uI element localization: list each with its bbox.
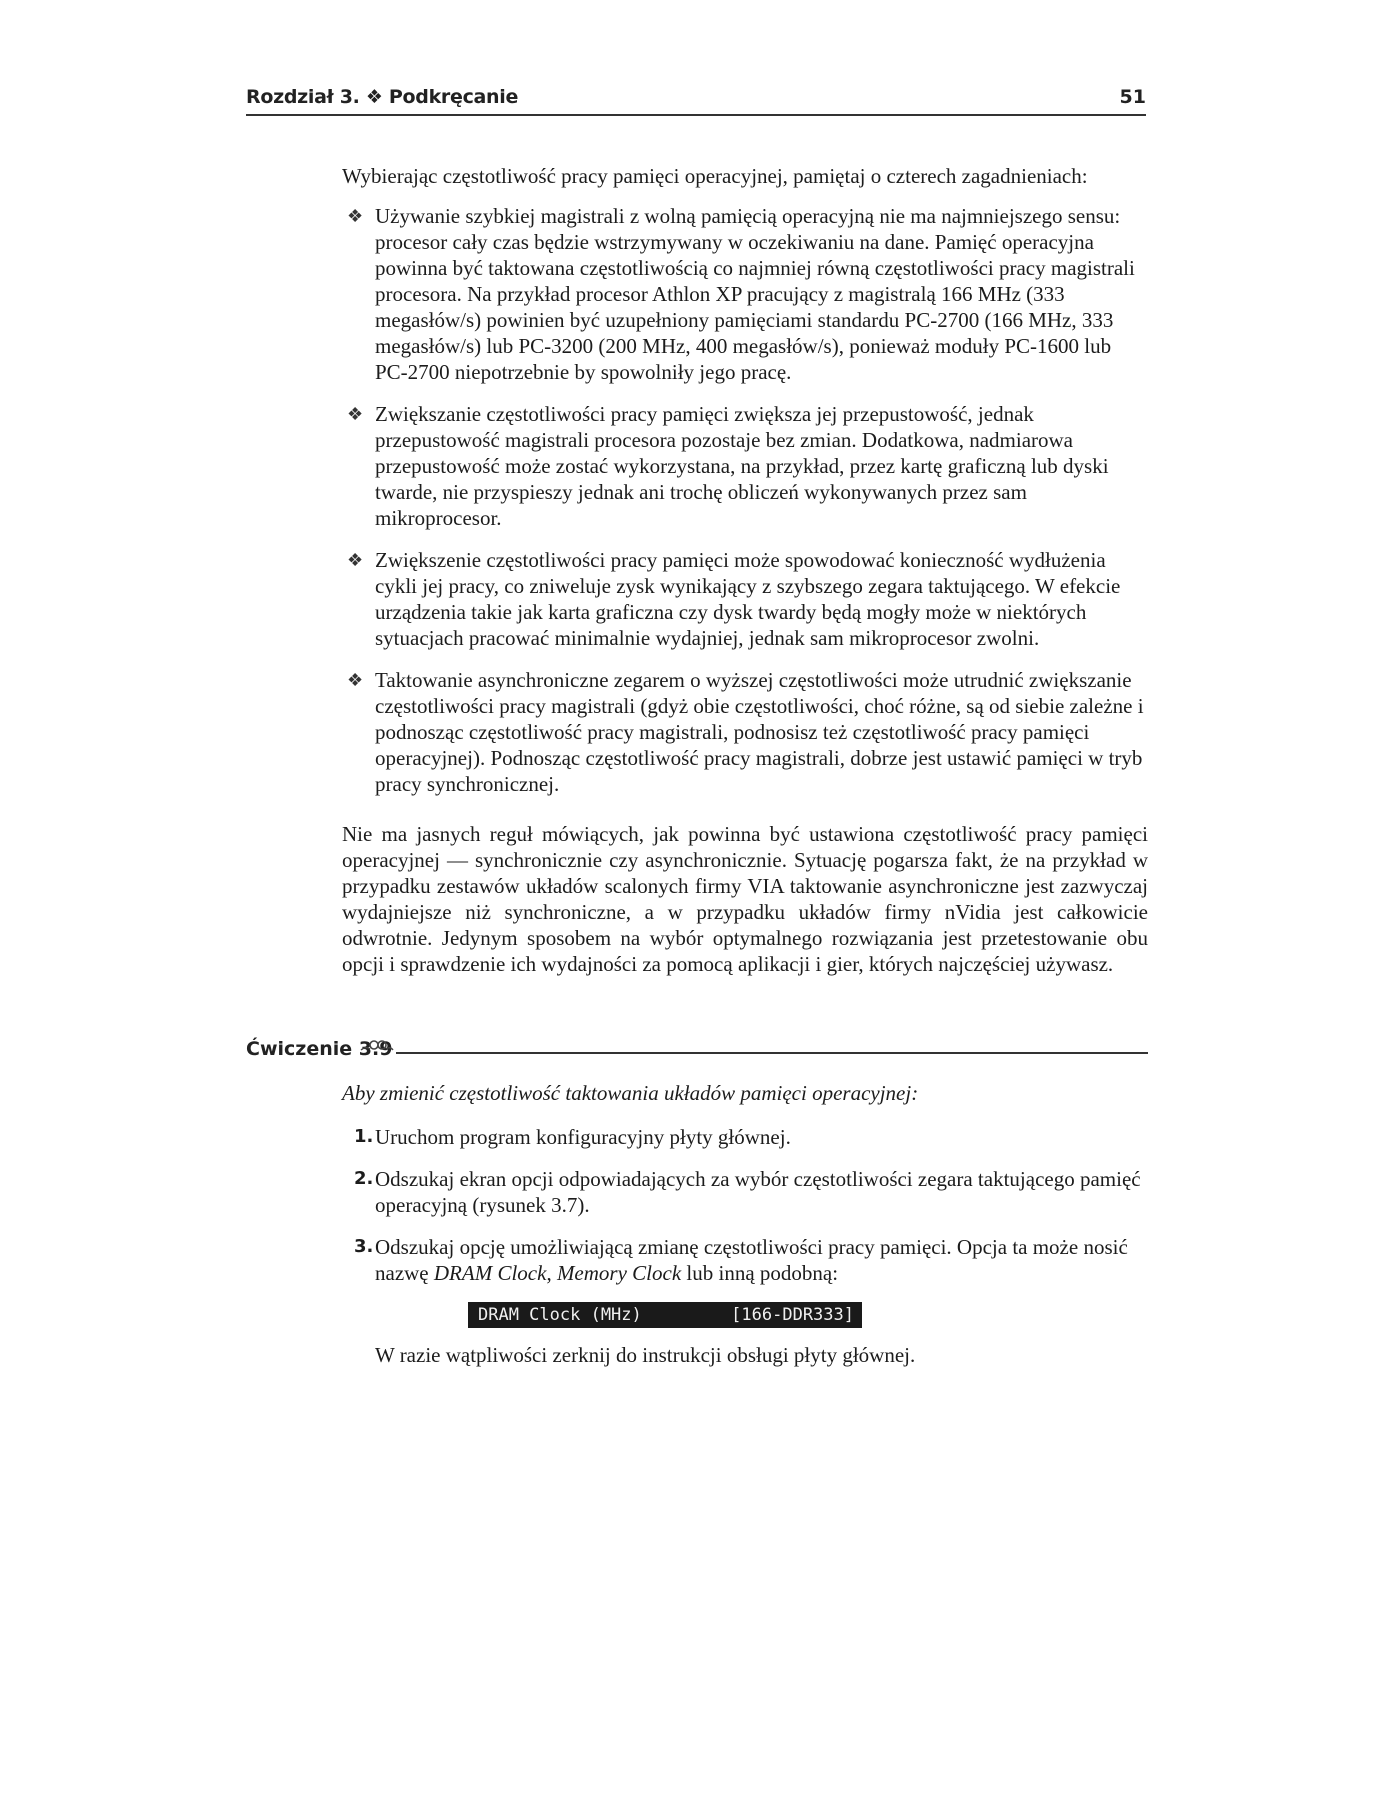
main-text (342, 163, 1148, 977)
step-number: 3. (354, 1236, 374, 1257)
step-text-end: lub inną podobną: (681, 1261, 839, 1285)
diamond-bullet-icon: ❖ (347, 550, 364, 570)
summary-paragraph: Nie ma jasnych reguł mówiących, jak powinna być ustawiona częstotliwość pracy pamięci operacyjnej — synchronicznie czy asynchronicznie. Sytuację pogarsza fakt, że na przykład w przypadku zestawów układów scalonych firmy VIA taktowanie asynchroniczne jest zazwyczaj wydajniejsze niż synchroniczne, a w przypadku układów firmy nVidia jest całkowicie odwrotnie. Jedynym sposobem na wybór optymalnego rozwiązania jest przetestowanie obu opcji i sprawdzenie ich wydajności za pomocą aplikacji i gier, których najczęściej używasz. (342, 822, 1148, 976)
bios-setting-label: DRAM Clock (MHz) (478, 1305, 642, 1325)
step-number: 2. (354, 1168, 374, 1189)
step-number: 1. (354, 1126, 374, 1147)
diamond-bullet-icon: ❖ (347, 670, 364, 690)
step-item (342, 1124, 1148, 1150)
bios-setting-value: [166-DDR333] (731, 1305, 854, 1325)
page-number: 51 (1119, 86, 1146, 108)
step-text-sep: , (546, 1261, 557, 1285)
term-dram-clock: DRAM Clock (433, 1261, 547, 1285)
ornament-icon (360, 1036, 394, 1061)
intro-paragraph: Wybierając częstotliwość pracy pamięci operacyjnej, pamiętaj o czterech zagadnieniach: (342, 164, 1088, 188)
exercise-body (342, 1080, 1148, 1368)
list-item (342, 547, 1148, 651)
list-item-text: Taktowanie asynchroniczne zegarem o wyższej częstotliwości może utrudnić zwiększanie częstotliwości pracy magistrali (gdyż obie częstotliwości, choć różne, są od siebie zależne i podnosząc częstotliwość pracy magistrali, podnosisz też częstotliwość pracy pamięci operacyjnej). Podnosząc częstotliwość pracy magistrali, dobrze jest ustawić pamięci w tryb pracy synchronicznej. (375, 668, 1144, 796)
list-item (342, 667, 1148, 797)
considerations-list (342, 203, 1148, 797)
diamond-bullet-icon: ❖ (347, 404, 364, 424)
list-item (342, 203, 1148, 385)
step-text: Odszukaj ekran opcji odpowiadających za wybór częstotliwości zegara taktującego pamięć operacyjną (rysunek 3.7). (375, 1167, 1141, 1217)
exercise-label: Ćwiczenie 3.9 (246, 1038, 393, 1060)
steps-list (342, 1124, 1148, 1286)
term-memory-clock: Memory Clock (556, 1261, 682, 1285)
step-text: Uruchom program konfiguracyjny płyty głównej. (375, 1125, 791, 1149)
closing-note: W razie wątpliwości zerknij do instrukcji obsługi płyty głównej. (375, 1343, 916, 1367)
list-item (342, 401, 1148, 531)
bios-setting-bar (468, 1302, 862, 1328)
diamond-bullet-icon: ❖ (347, 206, 364, 226)
exercise-lead: Aby zmienić częstotliwość taktowania układów pamięci operacyjnej: (342, 1081, 919, 1105)
chapter-title: Rozdział 3. ❖ Podkręcanie (246, 86, 519, 108)
step-item (342, 1166, 1148, 1218)
exercise-heading (246, 1038, 1148, 1068)
list-item-text: Zwiększanie częstotliwości pracy pamięci zwiększa jej przepustowość, jednak przepustowość magistrali procesora pozostaje bez zmian. Dodatkowa, nadmiarowa przepustowość może zostać wykorzystana, na przykład, przez kartę graficzną lub dyski twarde, nie przyspieszy jednak ani trochę obliczeń wykonywanych przez sam mikroprocesor. (375, 402, 1109, 530)
running-header (246, 84, 1146, 116)
exercise-rule (396, 1052, 1148, 1054)
step-text-start: Odszukaj opcję umożliwiającą zmianę częstotliwości pracy pamięci. Opcja ta może nosić nazwę (375, 1235, 1128, 1285)
list-item-text: Zwiększenie częstotliwości pracy pamięci może spowodować konieczność wydłużenia cykli jej pracy, co zniweluje zysk wynikający z szybszego zegara taktującego. W efekcie urządzenia takie jak karta graficzna czy dysk twardy będą mogły może w niektórych sytuacjach pracować minimalnie wydajniej, jednak sam mikroprocesor zwolni. (375, 548, 1121, 650)
list-item-text: Używanie szybkiej magistrali z wolną pamięcią operacyjną nie ma najmniejszego sensu: procesor cały czas będzie wstrzymywany w oczekiwaniu na dane. Pamięć operacyjna powinna być taktowana częstotliwością co najmniej równą częstotliwości pracy magistrali procesora. Na przykład procesor Athlon XP pracujący z magistralą 166 MHz (333 megasłów/s) powinien być uzupełniony pamięciami standardu PC-2700 (166 MHz, 333 megasłów/s) lub PC-3200 (200 MHz, 400 megasłów/s), ponieważ moduły PC-1600 lub PC-2700 niepotrzebnie by spowolniły jego pracę. (375, 204, 1135, 384)
step-item (342, 1234, 1148, 1286)
